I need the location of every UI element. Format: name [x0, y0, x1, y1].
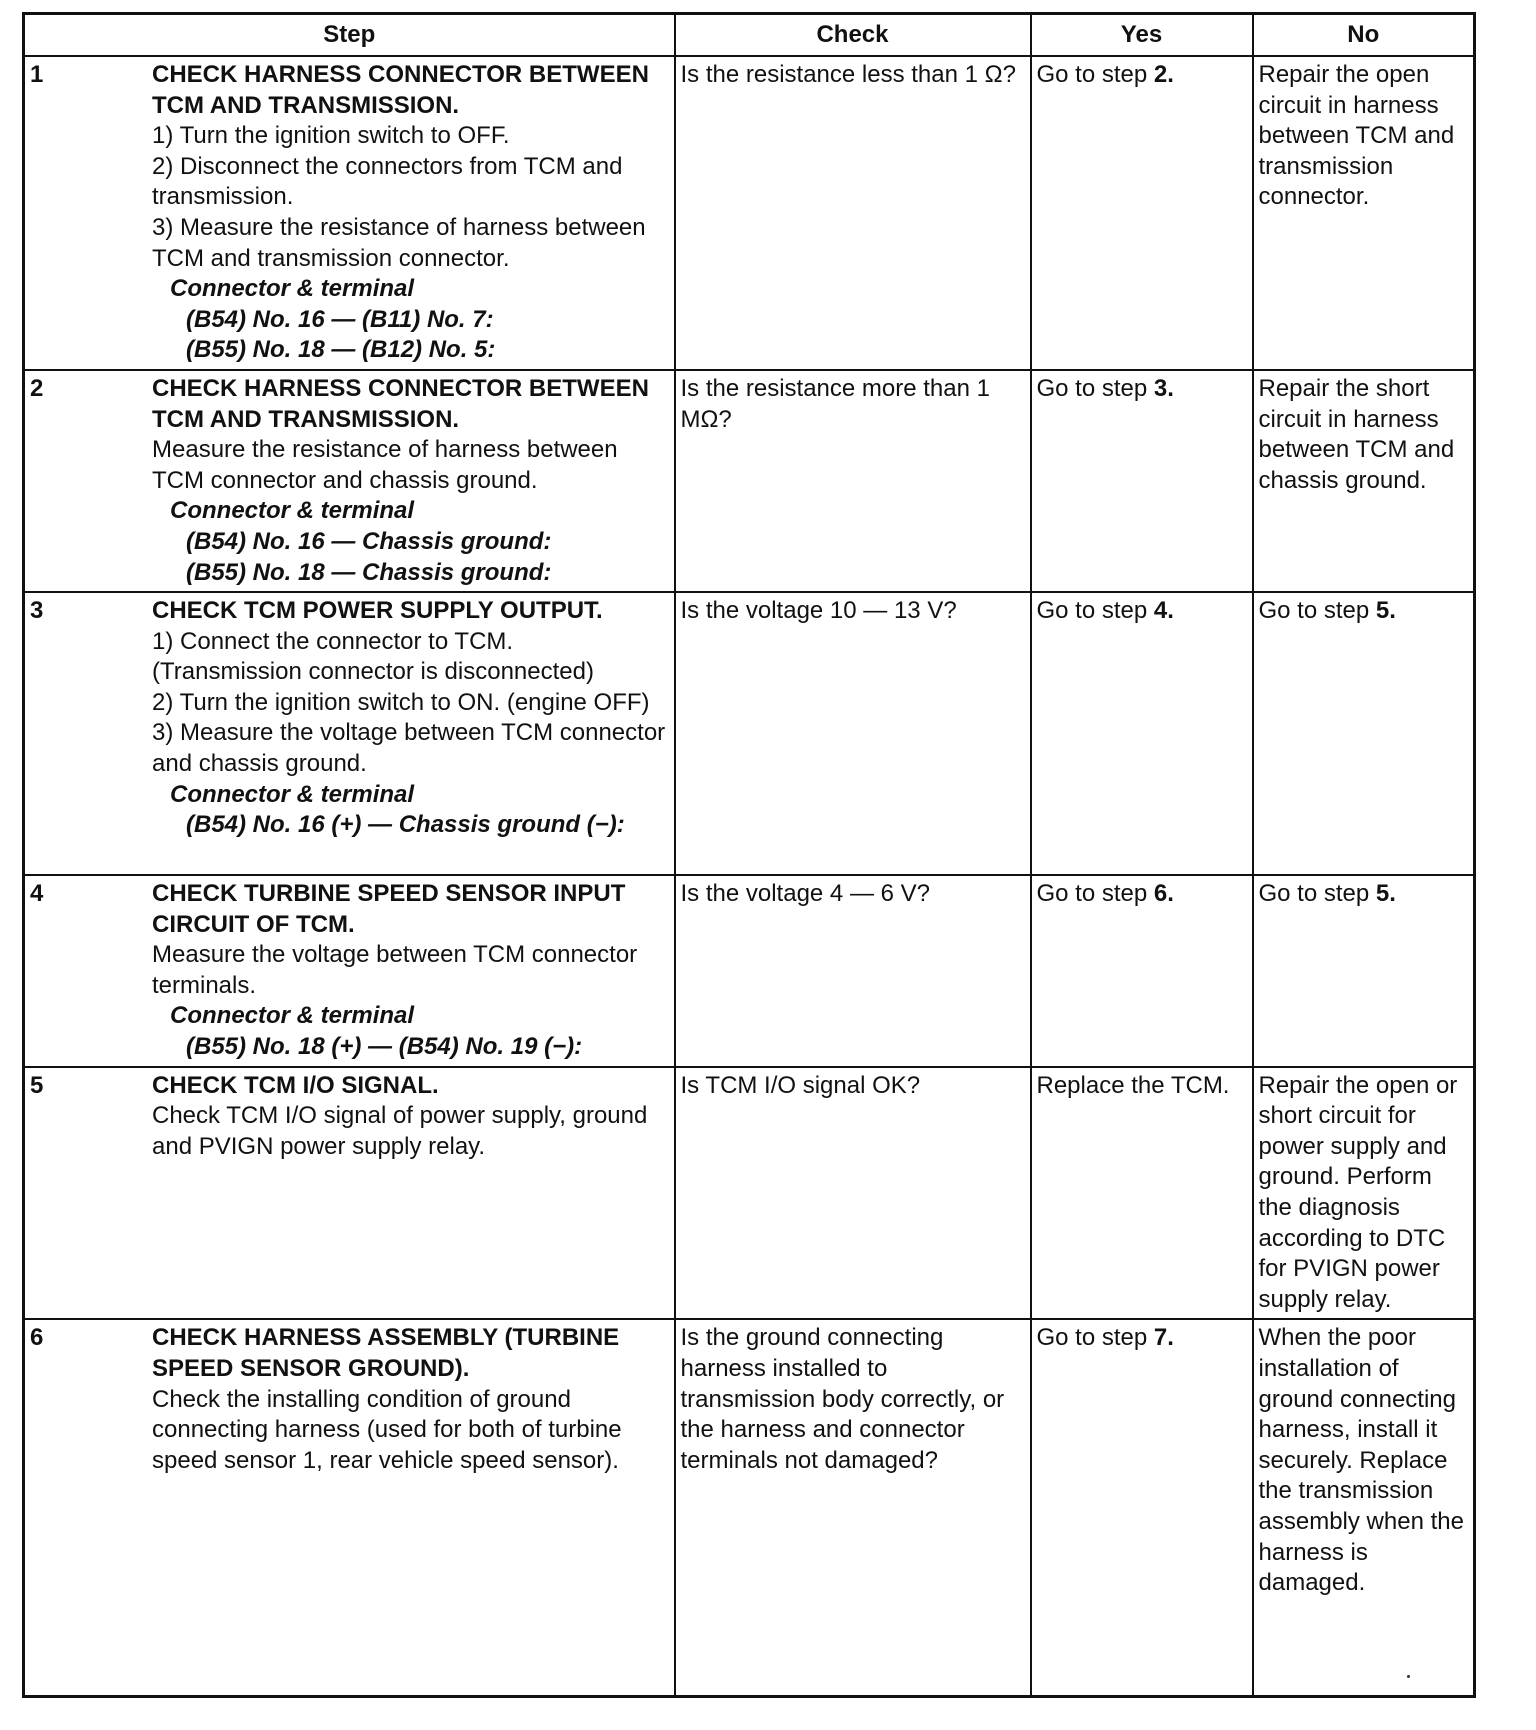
connector-terminal: (B54) No. 16 (+) — Chassis ground (−):	[186, 811, 625, 839]
step-instruction: Check the installing condition of ground connecting harness (used for both of turbine speed sensor 1, rear vehicle speed sensor).	[152, 1385, 622, 1474]
connector-heading: Connector & terminal	[170, 275, 415, 303]
yes-text: Go to step	[1036, 597, 1154, 625]
step-cell	[24, 592, 675, 875]
step-number: 6	[30, 1324, 44, 1352]
table-row	[24, 875, 1475, 1067]
table-row	[24, 56, 1475, 370]
yes-text: Go to step	[1036, 1324, 1154, 1352]
table-row	[24, 1067, 1475, 1320]
yes-step-ref: 3.	[1153, 374, 1174, 402]
no-step-ref: 5.	[1375, 880, 1396, 908]
no-text: Go to step	[1258, 597, 1376, 625]
no-cell	[1253, 875, 1475, 1067]
step-cell	[24, 875, 675, 1067]
no-cell: Repair the short circuit in harness between TCM and chassis ground.	[1253, 370, 1475, 592]
step-cell	[24, 1067, 675, 1320]
header-check: Check	[675, 14, 1031, 57]
yes-step-ref: 4.	[1153, 597, 1174, 625]
yes-cell: Replace the TCM.	[1031, 1067, 1253, 1320]
connector-terminal: (B55) No. 18 (+) — (B54) No. 19 (−):	[186, 1033, 583, 1061]
yes-step-ref: 7.	[1153, 1324, 1174, 1352]
diagnostic-procedure-table	[22, 12, 1476, 1698]
no-cell: When the poor installation of ground connecting harness, install it securely. Replace the transmission assembly when the harness is damaged.	[1253, 1319, 1475, 1696]
step-cell	[24, 56, 675, 370]
yes-cell	[1031, 875, 1253, 1067]
step-number: 3	[30, 597, 44, 625]
no-cell: Repair the open or short circuit for power supply and ground. Perform the diagnosis according to DTC for PVIGN power supply relay.	[1253, 1067, 1475, 1320]
table-row	[24, 592, 1475, 875]
step-cell	[24, 370, 675, 592]
step-cell	[24, 1319, 675, 1696]
connector-heading: Connector & terminal	[170, 780, 415, 808]
yes-cell	[1031, 370, 1253, 592]
step-title: CHECK TURBINE SPEED SENSOR INPUT CIRCUIT OF TCM.	[152, 880, 626, 938]
yes-text: Go to step	[1036, 880, 1154, 908]
step-instruction: Check TCM I/O signal of power supply, ground and PVIGN power supply relay.	[152, 1102, 648, 1160]
connector-terminal: (B54) No. 16 — Chassis ground:	[186, 527, 552, 555]
step-number: 1	[30, 61, 44, 88]
step-title: CHECK HARNESS ASSEMBLY (TURBINE SPEED SENSOR GROUND).	[152, 1324, 620, 1382]
yes-cell	[1031, 56, 1253, 370]
check-cell: Is the resistance less than 1 Ω?	[675, 56, 1031, 370]
check-cell: Is the voltage 10 — 13 V?	[675, 592, 1031, 875]
step-instruction: 3) Measure the resistance of harness between TCM and transmission connector.	[152, 213, 646, 272]
check-cell: Is the voltage 4 — 6 V?	[675, 875, 1031, 1067]
step-instruction: 3) Measure the voltage between TCM connector and chassis ground.	[152, 719, 666, 778]
step-number: 2	[30, 374, 44, 402]
no-step-ref: 5.	[1375, 597, 1396, 625]
check-cell: Is the ground connecting harness installed to transmission body correctly, or the harness and connector terminals not damaged?	[675, 1319, 1031, 1696]
no-cell: Repair the open circuit in harness between TCM and transmission connector.	[1253, 56, 1475, 370]
step-instruction: 1) Turn the ignition switch to OFF.	[152, 122, 510, 150]
no-cell	[1253, 592, 1475, 875]
yes-cell	[1031, 1319, 1253, 1696]
yes-cell	[1031, 592, 1253, 875]
yes-step-ref: 6.	[1153, 880, 1174, 908]
table-row	[24, 370, 1475, 592]
step-instruction: Measure the voltage between TCM connector terminals.	[152, 941, 638, 999]
header-step: Step	[24, 14, 675, 57]
header-row	[24, 14, 1475, 57]
step-instruction: 2) Disconnect the connectors from TCM and transmission.	[152, 152, 623, 211]
connector-terminal: (B54) No. 16 — (B11) No. 7:	[186, 305, 494, 333]
step-instruction: 1) Connect the connector to TCM. (Transmission connector is disconnected)	[152, 627, 594, 686]
header-no: No	[1253, 14, 1475, 57]
table-row	[24, 1319, 1475, 1696]
connector-terminal: (B55) No. 18 — Chassis ground:	[186, 558, 552, 586]
header-yes: Yes	[1031, 14, 1253, 57]
yes-text: Go to step	[1036, 374, 1154, 402]
connector-heading: Connector & terminal	[170, 497, 415, 525]
yes-text: Go to step	[1036, 61, 1154, 88]
yes-step-ref: 2.	[1153, 61, 1174, 88]
connector-terminal: (B55) No. 18 — (B12) No. 5:	[186, 336, 496, 364]
scan-speck	[1407, 1675, 1410, 1678]
no-text: Go to step	[1258, 880, 1376, 908]
step-instruction: 2) Turn the ignition switch to ON. (engine OFF)	[152, 688, 650, 716]
check-cell: Is TCM I/O signal OK?	[675, 1067, 1031, 1320]
step-title: CHECK HARNESS CONNECTOR BETWEEN TCM AND TRANSMISSION.	[152, 374, 649, 433]
step-title: CHECK TCM POWER SUPPLY OUTPUT.	[152, 597, 603, 625]
step-title: CHECK TCM I/O SIGNAL.	[152, 1071, 439, 1099]
check-cell: Is the resistance more than 1 MΩ?	[675, 370, 1031, 592]
step-number: 4	[30, 880, 44, 908]
connector-heading: Connector & terminal	[170, 1002, 415, 1030]
step-title: CHECK HARNESS CONNECTOR BETWEEN TCM AND TRANSMISSION.	[152, 61, 649, 119]
step-number: 5	[30, 1071, 44, 1099]
step-instruction: Measure the resistance of harness between TCM connector and chassis ground.	[152, 436, 618, 494]
